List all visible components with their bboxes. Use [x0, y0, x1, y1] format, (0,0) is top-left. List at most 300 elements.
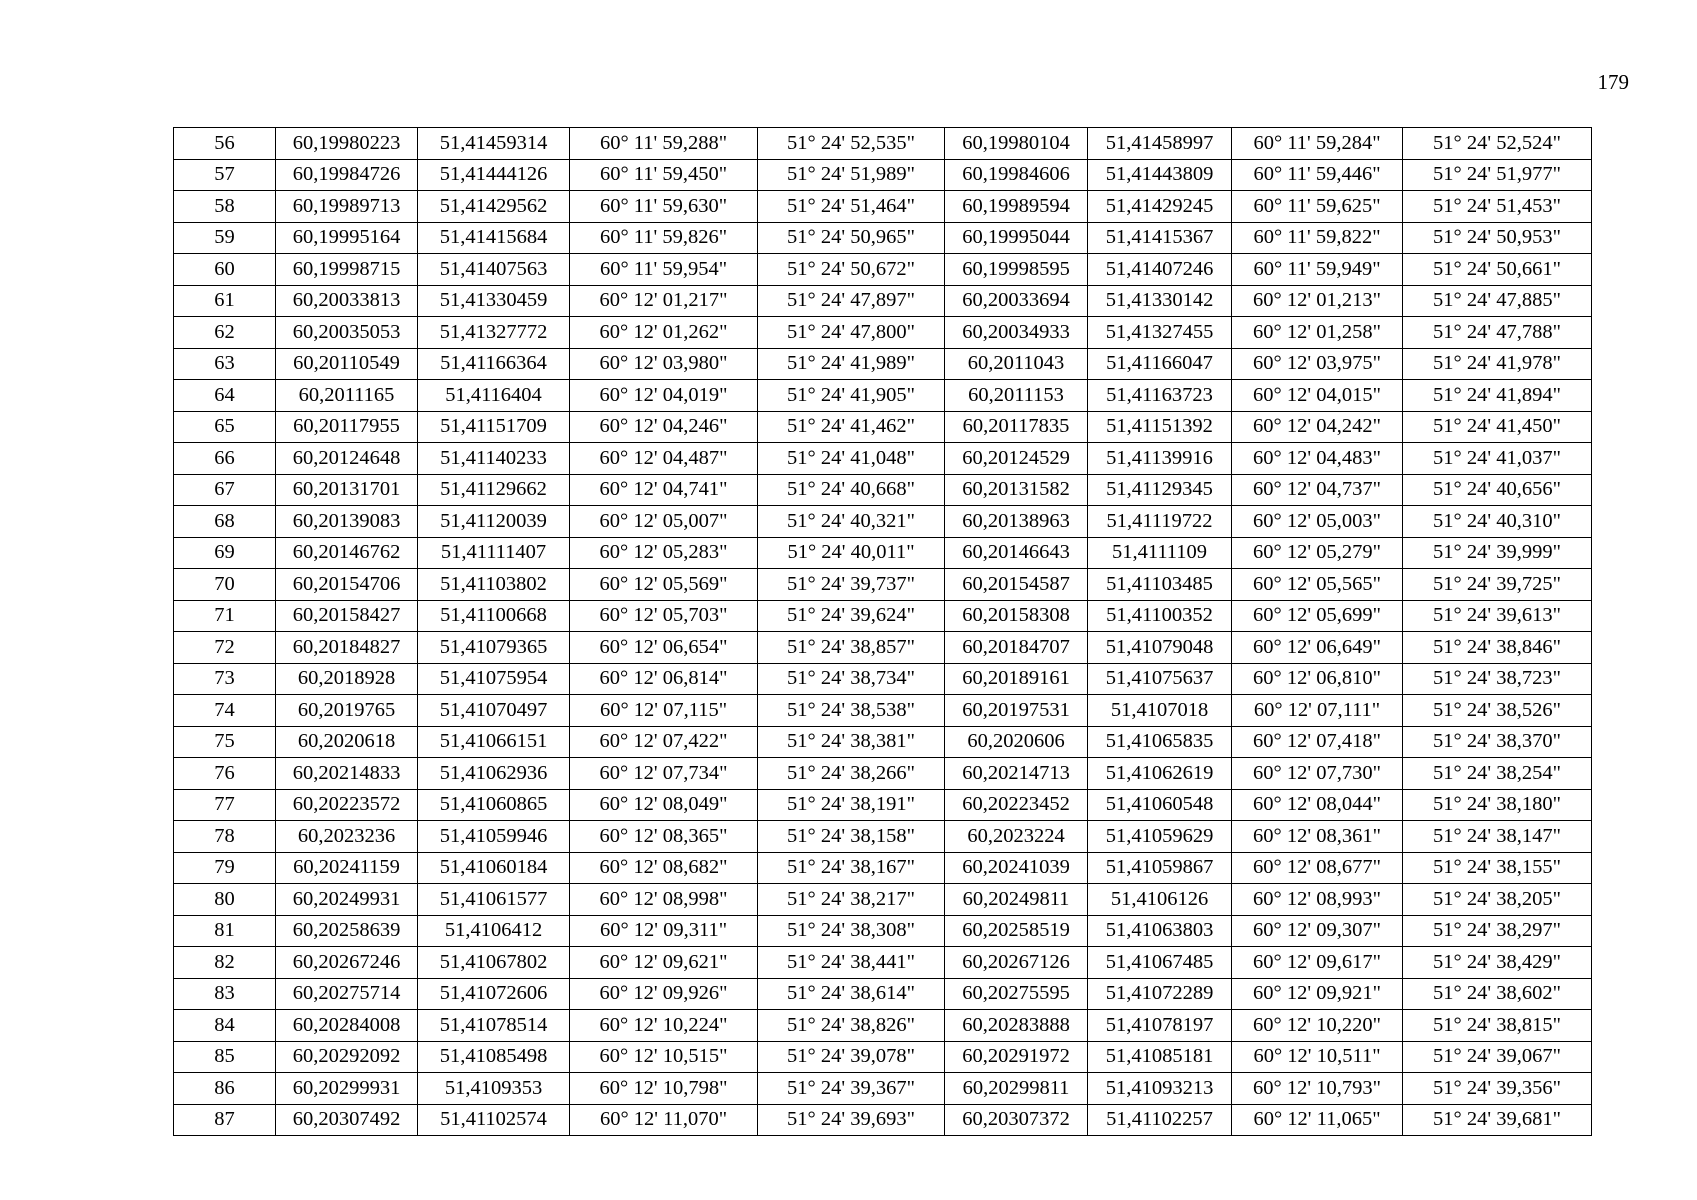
table-cell: 51,41061577 — [418, 884, 570, 916]
table-cell: 51,41327455 — [1088, 317, 1232, 349]
table-cell: 60° 11' 59,288" — [570, 128, 758, 160]
table-cell: 60,20299811 — [945, 1073, 1088, 1105]
table-cell: 51° 24' 39,067" — [1403, 1041, 1592, 1073]
table-cell: 51,41063803 — [1088, 915, 1232, 947]
table-cell: 60,20275595 — [945, 978, 1088, 1010]
table-cell: 51° 24' 38,147" — [1403, 821, 1592, 853]
table-cell: 60° 12' 08,049" — [570, 789, 758, 821]
table-cell: 60° 12' 06,654" — [570, 632, 758, 664]
point-number-cell: 87 — [174, 1104, 276, 1136]
table-cell: 60,20124648 — [276, 443, 418, 475]
table-cell: 60° 11' 59,446" — [1232, 159, 1403, 191]
table-cell: 60,20291972 — [945, 1041, 1088, 1073]
table-cell: 60° 12' 05,565" — [1232, 569, 1403, 601]
table-row — [174, 600, 1592, 632]
point-number-cell: 71 — [174, 600, 276, 632]
table-cell: 60,19995164 — [276, 222, 418, 254]
table-cell: 60° 11' 59,954" — [570, 254, 758, 286]
table-cell: 60° 12' 08,365" — [570, 821, 758, 853]
point-number-cell: 63 — [174, 348, 276, 380]
table-cell: 51,41111407 — [418, 537, 570, 569]
table-cell: 51° 24' 38,167" — [758, 852, 945, 884]
table-cell: 51,41444126 — [418, 159, 570, 191]
table-row — [174, 159, 1592, 191]
table-row — [174, 1010, 1592, 1042]
table-row — [174, 222, 1592, 254]
point-number-cell: 70 — [174, 569, 276, 601]
table-cell: 60,20117955 — [276, 411, 418, 443]
table-cell: 60° 12' 06,814" — [570, 663, 758, 695]
table-cell: 51° 24' 38,441" — [758, 947, 945, 979]
table-cell: 51° 24' 38,526" — [1403, 695, 1592, 727]
table-row — [174, 474, 1592, 506]
table-cell: 51,41100668 — [418, 600, 570, 632]
table-cell: 60,20184707 — [945, 632, 1088, 664]
table-cell: 51° 24' 40,321" — [758, 506, 945, 538]
table-cell: 60° 12' 05,283" — [570, 537, 758, 569]
table-cell: 51° 24' 38,370" — [1403, 726, 1592, 758]
table-row — [174, 1041, 1592, 1073]
table-cell: 60° 12' 04,487" — [570, 443, 758, 475]
table-cell: 51° 24' 39,624" — [758, 600, 945, 632]
table-cell: 51,41065835 — [1088, 726, 1232, 758]
table-cell: 51,41415367 — [1088, 222, 1232, 254]
table-cell: 51° 24' 40,011" — [758, 537, 945, 569]
table-cell: 51° 24' 41,450" — [1403, 411, 1592, 443]
table-cell: 60° 12' 05,569" — [570, 569, 758, 601]
table-cell: 60° 11' 59,630" — [570, 191, 758, 223]
table-cell: 60° 12' 09,307" — [1232, 915, 1403, 947]
table-cell: 60° 11' 59,625" — [1232, 191, 1403, 223]
table-cell: 60,20292092 — [276, 1041, 418, 1073]
table-cell: 60° 12' 10,798" — [570, 1073, 758, 1105]
point-number-cell: 84 — [174, 1010, 276, 1042]
table-cell: 51° 24' 40,656" — [1403, 474, 1592, 506]
table-cell: 60° 12' 04,246" — [570, 411, 758, 443]
table-cell: 51° 24' 47,788" — [1403, 317, 1592, 349]
table-cell: 60,20138963 — [945, 506, 1088, 538]
table-cell: 51° 24' 52,535" — [758, 128, 945, 160]
table-cell: 60,20214833 — [276, 758, 418, 790]
table-cell: 51° 24' 38,217" — [758, 884, 945, 916]
table-cell: 60,2018928 — [276, 663, 418, 695]
table-cell: 51° 24' 47,897" — [758, 285, 945, 317]
table-cell: 51,41166047 — [1088, 348, 1232, 380]
table-cell: 60,20110549 — [276, 348, 418, 380]
table-cell: 51° 24' 38,815" — [1403, 1010, 1592, 1042]
table-cell: 60,20158308 — [945, 600, 1088, 632]
point-number-cell: 82 — [174, 947, 276, 979]
table-row — [174, 884, 1592, 916]
table-cell: 51,41120039 — [418, 506, 570, 538]
table-cell: 51° 24' 38,381" — [758, 726, 945, 758]
table-cell: 51° 24' 38,846" — [1403, 632, 1592, 664]
point-number-cell: 78 — [174, 821, 276, 853]
table-cell: 60° 12' 08,677" — [1232, 852, 1403, 884]
table-cell: 60° 12' 05,703" — [570, 600, 758, 632]
table-cell: 51,41166364 — [418, 348, 570, 380]
table-cell: 51° 24' 38,614" — [758, 978, 945, 1010]
table-cell: 60° 12' 09,621" — [570, 947, 758, 979]
table-cell: 60° 12' 08,998" — [570, 884, 758, 916]
table-cell: 60,2020618 — [276, 726, 418, 758]
table-cell: 51,41163723 — [1088, 380, 1232, 412]
table-cell: 51° 24' 41,989" — [758, 348, 945, 380]
table-row — [174, 1073, 1592, 1105]
table-row — [174, 443, 1592, 475]
table-row — [174, 569, 1592, 601]
table-cell: 51,41067802 — [418, 947, 570, 979]
table-cell: 51,41078514 — [418, 1010, 570, 1042]
table-cell: 51° 24' 38,266" — [758, 758, 945, 790]
table-cell: 51,41330142 — [1088, 285, 1232, 317]
table-cell: 60,20034933 — [945, 317, 1088, 349]
table-cell: 60,19998715 — [276, 254, 418, 286]
table-cell: 51° 24' 38,155" — [1403, 852, 1592, 884]
table-cell: 60,20223572 — [276, 789, 418, 821]
table-cell: 51,41072289 — [1088, 978, 1232, 1010]
table-cell: 60,20154706 — [276, 569, 418, 601]
point-number-cell: 76 — [174, 758, 276, 790]
table-cell: 60° 12' 01,262" — [570, 317, 758, 349]
table-cell: 51,4116404 — [418, 380, 570, 412]
table-cell: 51,41072606 — [418, 978, 570, 1010]
table-cell: 60,19984726 — [276, 159, 418, 191]
table-cell: 51° 24' 38,158" — [758, 821, 945, 853]
table-cell: 51° 24' 47,800" — [758, 317, 945, 349]
table-row — [174, 947, 1592, 979]
table-cell: 60° 11' 59,450" — [570, 159, 758, 191]
table-row — [174, 506, 1592, 538]
point-number-cell: 67 — [174, 474, 276, 506]
point-number-cell: 60 — [174, 254, 276, 286]
table-cell: 51,41079365 — [418, 632, 570, 664]
table-cell: 60,20299931 — [276, 1073, 418, 1105]
table-cell: 60° 12' 01,213" — [1232, 285, 1403, 317]
point-number-cell: 86 — [174, 1073, 276, 1105]
table-cell: 51° 24' 39,367" — [758, 1073, 945, 1105]
table-cell: 51,4106412 — [418, 915, 570, 947]
table-cell: 60° 12' 01,258" — [1232, 317, 1403, 349]
table-cell: 51,41139916 — [1088, 443, 1232, 475]
table-cell: 51,41151392 — [1088, 411, 1232, 443]
table-cell: 60,20249931 — [276, 884, 418, 916]
table-cell: 51° 24' 51,464" — [758, 191, 945, 223]
table-cell: 60,20033694 — [945, 285, 1088, 317]
table-cell: 60° 12' 10,224" — [570, 1010, 758, 1042]
point-number-cell: 69 — [174, 537, 276, 569]
table-cell: 51,41067485 — [1088, 947, 1232, 979]
point-number-cell: 73 — [174, 663, 276, 695]
point-number-cell: 79 — [174, 852, 276, 884]
table-cell: 60,2011165 — [276, 380, 418, 412]
point-number-cell: 77 — [174, 789, 276, 821]
table-cell: 60° 12' 10,515" — [570, 1041, 758, 1073]
table-cell: 60° 12' 08,682" — [570, 852, 758, 884]
table-cell: 51° 24' 38,602" — [1403, 978, 1592, 1010]
table-cell: 60° 12' 05,279" — [1232, 537, 1403, 569]
point-number-cell: 85 — [174, 1041, 276, 1073]
table-cell: 51,41102257 — [1088, 1104, 1232, 1136]
table-cell: 60° 12' 08,044" — [1232, 789, 1403, 821]
table-cell: 51° 24' 38,857" — [758, 632, 945, 664]
table-cell: 51° 24' 41,037" — [1403, 443, 1592, 475]
table-cell: 60° 12' 08,993" — [1232, 884, 1403, 916]
table-cell: 60° 11' 59,284" — [1232, 128, 1403, 160]
table-cell: 60,20189161 — [945, 663, 1088, 695]
table-cell: 60,20284008 — [276, 1010, 418, 1042]
table-cell: 60° 12' 09,926" — [570, 978, 758, 1010]
table-cell: 60,20267126 — [945, 947, 1088, 979]
table-cell: 60° 12' 01,217" — [570, 285, 758, 317]
point-number-cell: 57 — [174, 159, 276, 191]
table-cell: 60,20214713 — [945, 758, 1088, 790]
table-cell: 51° 24' 40,310" — [1403, 506, 1592, 538]
table-cell: 51,41078197 — [1088, 1010, 1232, 1042]
table-cell: 51° 24' 38,191" — [758, 789, 945, 821]
table-cell: 60,2023236 — [276, 821, 418, 853]
table-cell: 51,41062619 — [1088, 758, 1232, 790]
point-number-cell: 66 — [174, 443, 276, 475]
table-cell: 60° 12' 04,741" — [570, 474, 758, 506]
table-cell: 51,41066151 — [418, 726, 570, 758]
table-cell: 60° 12' 10,793" — [1232, 1073, 1403, 1105]
table-cell: 51,41140233 — [418, 443, 570, 475]
point-number-cell: 59 — [174, 222, 276, 254]
table-cell: 60° 12' 04,019" — [570, 380, 758, 412]
point-number-cell: 65 — [174, 411, 276, 443]
point-number-cell: 80 — [174, 884, 276, 916]
point-number-cell: 64 — [174, 380, 276, 412]
point-number-cell: 81 — [174, 915, 276, 947]
table-row — [174, 663, 1592, 695]
table-cell: 51,41059629 — [1088, 821, 1232, 853]
table-cell: 51° 24' 38,723" — [1403, 663, 1592, 695]
table-cell: 51° 24' 40,668" — [758, 474, 945, 506]
table-cell: 60° 12' 07,422" — [570, 726, 758, 758]
table-cell: 60,2023224 — [945, 821, 1088, 853]
point-number-cell: 75 — [174, 726, 276, 758]
table-cell: 60° 11' 59,949" — [1232, 254, 1403, 286]
table-cell: 51° 24' 39,737" — [758, 569, 945, 601]
table-cell: 60,20131582 — [945, 474, 1088, 506]
table-row — [174, 128, 1592, 160]
table-row — [174, 1104, 1592, 1136]
table-row — [174, 317, 1592, 349]
table-cell: 51,41075954 — [418, 663, 570, 695]
table-cell: 60,2020606 — [945, 726, 1088, 758]
table-cell: 60,20258519 — [945, 915, 1088, 947]
table-cell: 51° 24' 38,205" — [1403, 884, 1592, 916]
point-number-cell: 62 — [174, 317, 276, 349]
table-cell: 60° 12' 07,734" — [570, 758, 758, 790]
table-cell: 51° 24' 51,989" — [758, 159, 945, 191]
table-cell: 51° 24' 50,965" — [758, 222, 945, 254]
table-cell: 60° 12' 11,070" — [570, 1104, 758, 1136]
table-cell: 51° 24' 39,693" — [758, 1104, 945, 1136]
table-cell: 60° 12' 04,483" — [1232, 443, 1403, 475]
table-cell: 60,20154587 — [945, 569, 1088, 601]
point-number-cell: 58 — [174, 191, 276, 223]
table-cell: 60,20307492 — [276, 1104, 418, 1136]
table-cell: 60,19980223 — [276, 128, 418, 160]
table-cell: 60° 12' 04,242" — [1232, 411, 1403, 443]
point-number-cell: 61 — [174, 285, 276, 317]
table-cell: 51,41079048 — [1088, 632, 1232, 664]
table-cell: 60,20249811 — [945, 884, 1088, 916]
table-cell: 60,20258639 — [276, 915, 418, 947]
table-cell: 51,41103485 — [1088, 569, 1232, 601]
table-cell: 60,2019765 — [276, 695, 418, 727]
table-row — [174, 254, 1592, 286]
table-cell: 60° 11' 59,822" — [1232, 222, 1403, 254]
table-cell: 51° 24' 39,356" — [1403, 1073, 1592, 1105]
table-cell: 51,41103802 — [418, 569, 570, 601]
table-cell: 51,41407563 — [418, 254, 570, 286]
table-cell: 60,2011043 — [945, 348, 1088, 380]
table-cell: 60,20283888 — [945, 1010, 1088, 1042]
table-cell: 51,41085181 — [1088, 1041, 1232, 1073]
table-cell: 60° 11' 59,826" — [570, 222, 758, 254]
table-row — [174, 537, 1592, 569]
table-cell: 51,41075637 — [1088, 663, 1232, 695]
table-cell: 60,20275714 — [276, 978, 418, 1010]
table-row — [174, 632, 1592, 664]
table-cell: 60,20197531 — [945, 695, 1088, 727]
table-cell: 51° 24' 39,999" — [1403, 537, 1592, 569]
table-cell: 51° 24' 41,462" — [758, 411, 945, 443]
table-cell: 60° 12' 05,003" — [1232, 506, 1403, 538]
page-number: 179 — [1597, 70, 1629, 94]
table-cell: 51° 24' 39,078" — [758, 1041, 945, 1073]
table-cell: 60,19989594 — [945, 191, 1088, 223]
table-cell: 60° 12' 07,418" — [1232, 726, 1403, 758]
table-cell: 51,41429245 — [1088, 191, 1232, 223]
table-cell: 51° 24' 39,681" — [1403, 1104, 1592, 1136]
table-cell: 51,41060548 — [1088, 789, 1232, 821]
table-cell: 60° 12' 07,730" — [1232, 758, 1403, 790]
table-cell: 60° 12' 11,065" — [1232, 1104, 1403, 1136]
table-row — [174, 348, 1592, 380]
table-row — [174, 978, 1592, 1010]
table-cell: 51,41327772 — [418, 317, 570, 349]
table-cell: 51,4106126 — [1088, 884, 1232, 916]
table-cell: 51,41407246 — [1088, 254, 1232, 286]
table-cell: 51,41458997 — [1088, 128, 1232, 160]
table-cell: 51° 24' 50,953" — [1403, 222, 1592, 254]
table-cell: 51,41129345 — [1088, 474, 1232, 506]
table-cell: 51° 24' 51,977" — [1403, 159, 1592, 191]
point-number-cell: 56 — [174, 128, 276, 160]
table-row — [174, 758, 1592, 790]
table-cell: 51° 24' 51,453" — [1403, 191, 1592, 223]
point-number-cell: 74 — [174, 695, 276, 727]
table-row — [174, 821, 1592, 853]
table-cell: 60° 12' 10,220" — [1232, 1010, 1403, 1042]
table-cell: 51° 24' 52,524" — [1403, 128, 1592, 160]
table-cell: 51° 24' 38,254" — [1403, 758, 1592, 790]
table-cell: 51° 24' 38,180" — [1403, 789, 1592, 821]
table-row — [174, 726, 1592, 758]
table-row — [174, 380, 1592, 412]
table-cell: 60° 12' 04,015" — [1232, 380, 1403, 412]
table-cell: 60° 12' 09,617" — [1232, 947, 1403, 979]
table-row — [174, 915, 1592, 947]
table-row — [174, 191, 1592, 223]
table-cell: 51° 24' 38,297" — [1403, 915, 1592, 947]
table-cell: 60,19984606 — [945, 159, 1088, 191]
table-cell: 51° 24' 47,885" — [1403, 285, 1592, 317]
table-cell: 51° 24' 41,894" — [1403, 380, 1592, 412]
table-cell: 60,20184827 — [276, 632, 418, 664]
table-cell: 51,41093213 — [1088, 1073, 1232, 1105]
table-cell: 60° 12' 10,511" — [1232, 1041, 1403, 1073]
table-row — [174, 789, 1592, 821]
table-row — [174, 411, 1592, 443]
table-cell: 51,41059867 — [1088, 852, 1232, 884]
table-cell: 51,41415684 — [418, 222, 570, 254]
point-number-cell: 83 — [174, 978, 276, 1010]
table-cell: 51,41062936 — [418, 758, 570, 790]
table-row — [174, 852, 1592, 884]
table-cell: 51,41330459 — [418, 285, 570, 317]
table-cell: 51° 24' 50,672" — [758, 254, 945, 286]
table-cell: 60,20117835 — [945, 411, 1088, 443]
table-cell: 51,41070497 — [418, 695, 570, 727]
table-cell: 51° 24' 39,725" — [1403, 569, 1592, 601]
table-cell: 51° 24' 38,308" — [758, 915, 945, 947]
table-cell: 60,20267246 — [276, 947, 418, 979]
table-cell: 60° 12' 09,921" — [1232, 978, 1403, 1010]
table-cell: 60° 12' 07,115" — [570, 695, 758, 727]
table-cell: 60° 12' 05,007" — [570, 506, 758, 538]
table-cell: 51° 24' 50,661" — [1403, 254, 1592, 286]
table-cell: 60° 12' 08,361" — [1232, 821, 1403, 853]
table-cell: 60,20139083 — [276, 506, 418, 538]
table-cell: 51,41119722 — [1088, 506, 1232, 538]
table-cell: 60,19980104 — [945, 128, 1088, 160]
table-cell: 60,20241159 — [276, 852, 418, 884]
table-cell: 60,20223452 — [945, 789, 1088, 821]
table-cell: 51,41443809 — [1088, 159, 1232, 191]
point-number-cell: 72 — [174, 632, 276, 664]
table-cell: 51,41060865 — [418, 789, 570, 821]
table-cell: 60,19989713 — [276, 191, 418, 223]
table-body — [174, 128, 1592, 1136]
table-cell: 51° 24' 38,734" — [758, 663, 945, 695]
table-cell: 51° 24' 41,905" — [758, 380, 945, 412]
table-cell: 60° 12' 06,810" — [1232, 663, 1403, 695]
table-cell: 51° 24' 38,429" — [1403, 947, 1592, 979]
table-row — [174, 285, 1592, 317]
table-cell: 51,41459314 — [418, 128, 570, 160]
table-cell: 60,20146643 — [945, 537, 1088, 569]
table-cell: 51,41060184 — [418, 852, 570, 884]
table-cell: 60,20035053 — [276, 317, 418, 349]
table-cell: 51° 24' 38,538" — [758, 695, 945, 727]
table-cell: 60,20158427 — [276, 600, 418, 632]
table-cell: 60° 12' 04,737" — [1232, 474, 1403, 506]
table-cell: 60,20146762 — [276, 537, 418, 569]
table-cell: 51,4111109 — [1088, 537, 1232, 569]
table-cell: 51,41429562 — [418, 191, 570, 223]
table-cell: 60,19995044 — [945, 222, 1088, 254]
table-cell: 60,20307372 — [945, 1104, 1088, 1136]
table-cell: 51° 24' 41,978" — [1403, 348, 1592, 380]
table-cell: 60,2011153 — [945, 380, 1088, 412]
table-cell: 60° 12' 05,699" — [1232, 600, 1403, 632]
table-row — [174, 695, 1592, 727]
